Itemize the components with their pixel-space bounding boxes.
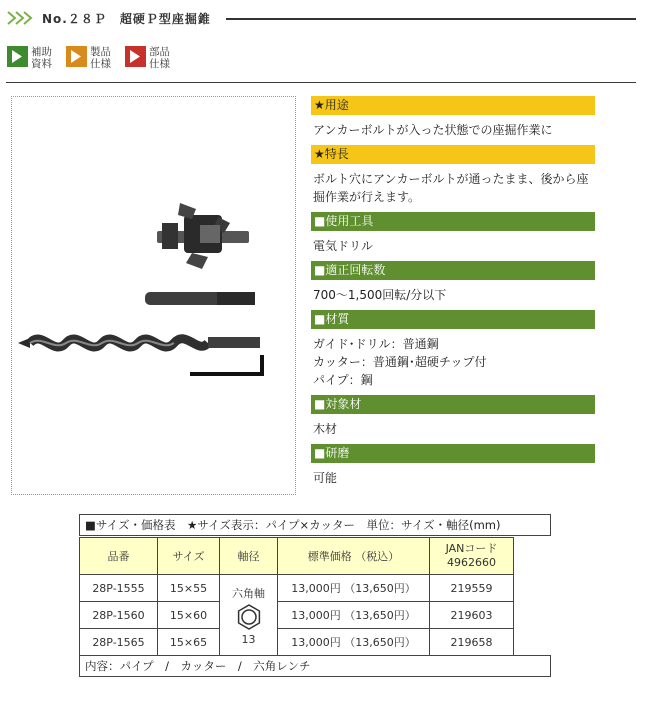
col-header: 標準価格 （税込） xyxy=(278,538,430,575)
spec-heading: ■適正回転数 xyxy=(311,261,595,280)
cell-code: 28P-1555 xyxy=(80,575,158,602)
spec-panel xyxy=(311,96,595,493)
table-row xyxy=(80,602,514,629)
cell-size: 15×65 xyxy=(158,629,220,656)
spec-text: ボルト穴にアンカーボルトが通ったまま、後から座掘作業が行えます。 xyxy=(313,172,589,204)
nav-label: 資料 xyxy=(31,58,52,70)
price-table-section xyxy=(79,514,551,677)
cell-size: 15×60 xyxy=(158,602,220,629)
cell-price: 13,000円 （13,650円） xyxy=(278,575,430,602)
spec-text: 可能 xyxy=(313,471,338,485)
hexagon-icon xyxy=(236,604,262,630)
cell-jan: 219603 xyxy=(430,602,514,629)
nav-parts-spec-button[interactable] xyxy=(125,46,181,72)
cell-jan: 219658 xyxy=(430,629,514,656)
spec-heading: ■対象材 xyxy=(311,395,595,414)
nav-product-spec-button[interactable] xyxy=(66,46,122,72)
spec-text: アンカーボルトが入った状態での座掘作業に xyxy=(313,123,553,137)
cell-jan: 219559 xyxy=(430,575,514,602)
spec-text: 700～1,500回転/分以下 xyxy=(313,288,447,302)
col-header: 品番 xyxy=(80,538,158,575)
nav-label: 補助 xyxy=(31,46,52,58)
nav-supplementary-button[interactable] xyxy=(7,46,63,72)
cell-code: 28P-1560 xyxy=(80,602,158,629)
arrow-right-icon xyxy=(66,46,87,67)
spec-heading: ■研磨 xyxy=(311,444,595,463)
cell-price: 13,000円 （13,650円） xyxy=(278,629,430,656)
table-row xyxy=(80,629,514,656)
col-header: JANコード 4962660 xyxy=(430,538,514,575)
nav-label: 仕様 xyxy=(149,58,170,70)
spec-text: 木材 xyxy=(313,422,338,436)
spec-heading: ■材質 xyxy=(311,310,595,329)
shaft-cell xyxy=(220,575,278,656)
section-divider xyxy=(6,82,636,83)
cell-size: 15×55 xyxy=(158,575,220,602)
spec-heading: ★特長 xyxy=(311,145,595,164)
spec-heading: ★用途 xyxy=(311,96,595,115)
cell-code: 28P-1565 xyxy=(80,629,158,656)
spec-text: ガイド･ドリル：普通鋼 カッター：普通鋼･超硬チップ付 パイプ：鋼 xyxy=(313,337,487,387)
shaft-size: 13 xyxy=(241,632,256,646)
page-header xyxy=(6,6,636,30)
product-illustration xyxy=(12,97,295,494)
nav-label: 製品 xyxy=(90,46,111,58)
product-photo xyxy=(11,96,296,495)
spec-text: 電気ドリル xyxy=(313,239,374,253)
arrow-right-icon xyxy=(7,46,28,67)
table-footer: 内容：パイプ / カッター / 六角レンチ xyxy=(79,655,551,677)
cell-price: 13,000円 （13,650円） xyxy=(278,602,430,629)
table-caption: ■サイズ・価格表 ★サイズ表示：パイプ×カッター 単位：サイズ・軸径(mm) xyxy=(79,514,551,536)
col-header: サイズ xyxy=(158,538,220,575)
price-table xyxy=(79,537,514,656)
nav-label: 部品 xyxy=(149,46,170,58)
shaft-label: 六角軸 xyxy=(232,586,265,600)
table-row xyxy=(80,575,514,602)
page-title: No.２８Ｐ 超硬Ｐ型座掘錐 xyxy=(42,12,211,26)
nav-label: 仕様 xyxy=(90,58,111,70)
chevron-right-icon xyxy=(6,10,34,26)
col-header: 軸径 xyxy=(220,538,278,575)
spec-heading: ■使用工具 xyxy=(311,212,595,231)
title-underline xyxy=(226,18,636,20)
arrow-right-icon xyxy=(125,46,146,67)
